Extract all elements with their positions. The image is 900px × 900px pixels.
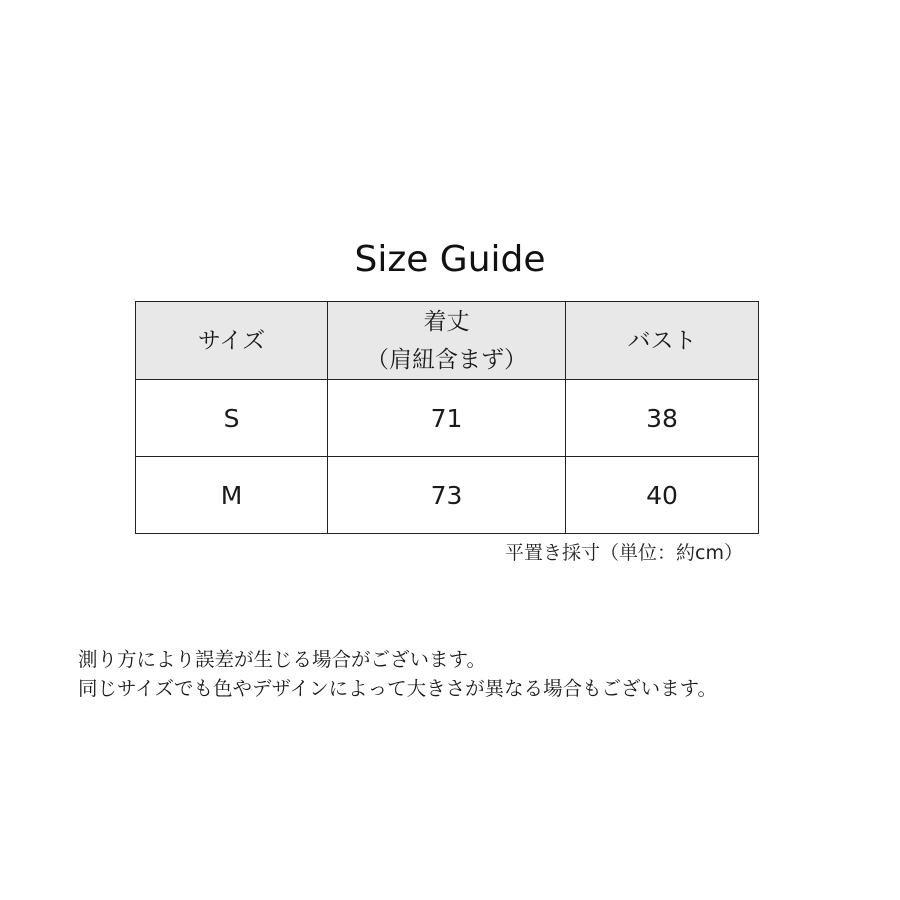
table-header-row — [136, 302, 759, 380]
header-length-note: （肩紐含まず） — [366, 346, 527, 373]
cell-length: 73 — [328, 457, 566, 534]
cell-length: 71 — [328, 380, 566, 457]
header-size-label: サイズ — [197, 327, 266, 354]
disclaimer-line: 同じサイズでも色やデザインによって大きさが異なる場合もございます。 — [78, 677, 718, 700]
header-bust — [566, 302, 759, 380]
header-length-label: 着丈 — [423, 308, 470, 335]
table-row — [136, 380, 759, 457]
disclaimer — [78, 645, 717, 703]
page-title: Size Guide — [354, 239, 546, 280]
cell-bust: 38 — [566, 380, 759, 457]
cell-bust: 40 — [566, 457, 759, 534]
cell-size: S — [136, 380, 328, 457]
table-row — [136, 457, 759, 534]
header-bust-label: バスト — [627, 327, 697, 354]
disclaimer-line: 測り方により誤差が生じる場合がございます。 — [78, 648, 486, 671]
header-size — [136, 302, 328, 380]
measurement-note: 平置き採寸（単位：約cm） — [505, 542, 743, 564]
size-table — [135, 301, 759, 534]
header-length — [328, 302, 566, 380]
cell-size: M — [136, 457, 328, 534]
